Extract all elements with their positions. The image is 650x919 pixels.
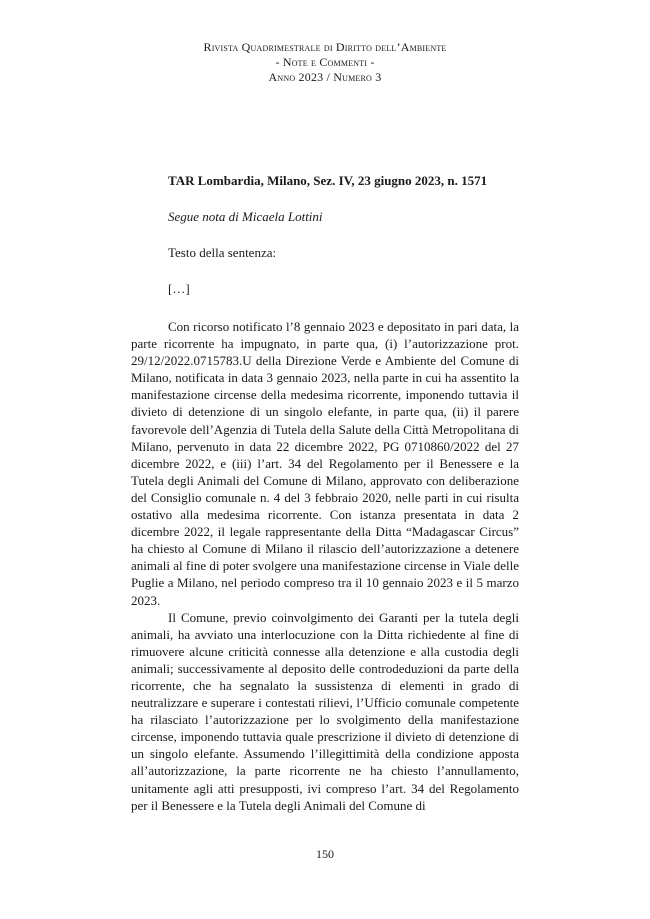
section-label: - Note e Commenti - — [275, 55, 375, 69]
case-title: TAR Lombardia, Milano, Sez. IV, 23 giugno 2023, n. 1571 — [168, 173, 488, 188]
text-label: Testo della sentenza: — [168, 245, 277, 260]
note-author: Segue nota di Micaela Lottini — [168, 209, 323, 224]
omission-mark: […] — [168, 281, 190, 296]
page-content — [131, 172, 519, 814]
journal-title: Rivista Quadrimestrale di Diritto dell’Ambiente — [203, 40, 447, 54]
running-header — [0, 40, 650, 85]
body-paragraph: Il Comune, previo coinvolgimento dei Garanti per la tutela degli animali, ha avviato una interlocuzione con la Ditta richiedente al fine di rimuovere alcune criticità connesse alla detenzione e alla custodia degli animali; successivamente al deposito delle controdeduzioni da parte della ricorrente, che ha segnalato la sussistenza di elementi in grado di neutralizzare e superare i contestati rilievi, l’Ufficio comunale competente ha rilasciato l’autorizzazione per lo svolgimento della manifestazione circense, imponendo tuttavia quale prescrizione il divieto di detenzione di un singolo elefante. Assumendo l’illegittimità della condizione apposta all’autorizzazione, la parte ricorrente ne ha chiesto l’annullamento, unitamente agli atti presupposti, ivi compreso l’art. 34 del Regolamento per il Benessere e la Tutela degli Animali del Comune di — [131, 609, 519, 813]
issue-label: Anno 2023 / Numero 3 — [268, 70, 382, 84]
body-paragraph: Con ricorso notificato l’8 gennaio 2023 e depositato in pari data, la parte ricorrente ha impugnato, in parte qua, (i) l’autorizzazione prot. 29/12/2022.0715783.U della Direzione Verde e Ambiente del Comune di Milano, notificata in data 3 gennaio 2023, nella parte in cui ha assentito la manifestazione circense della medesima ricorrente, imponendo tuttavia il divieto di detenzione di un singolo elefante, in parte qua, (ii) il parere favorevole dell’Agenzia di Tutela della Salute della Città Metropolitana di Milano, pervenuto in data 22 dicembre 2022, PG 0710860/2022 del 27 dicembre 2022, e (iii) l’art. 34 del Regolamento per il Benessere e la Tutela degli Animali del Comune di Milano, approvato con deliberazione del Consiglio comunale n. 4 del 3 febbraio 2020, nelle parti in cui risulta ostativo alla medesima ricorrente. Con istanza presentata in data 2 dicembre 2022, il legale rappresentante della Ditta “Madagascar Circus” ha chiesto al Comune di Milano il rilascio dell’autorizzazione a detenere animali al fine di poter svolgere una manifestazione circense in Viale delle Puglie a Milano, nel periodo compreso tra il 10 gennaio 2023 e il 5 marzo 2023. — [131, 319, 519, 608]
page-number: 150 — [316, 847, 334, 861]
